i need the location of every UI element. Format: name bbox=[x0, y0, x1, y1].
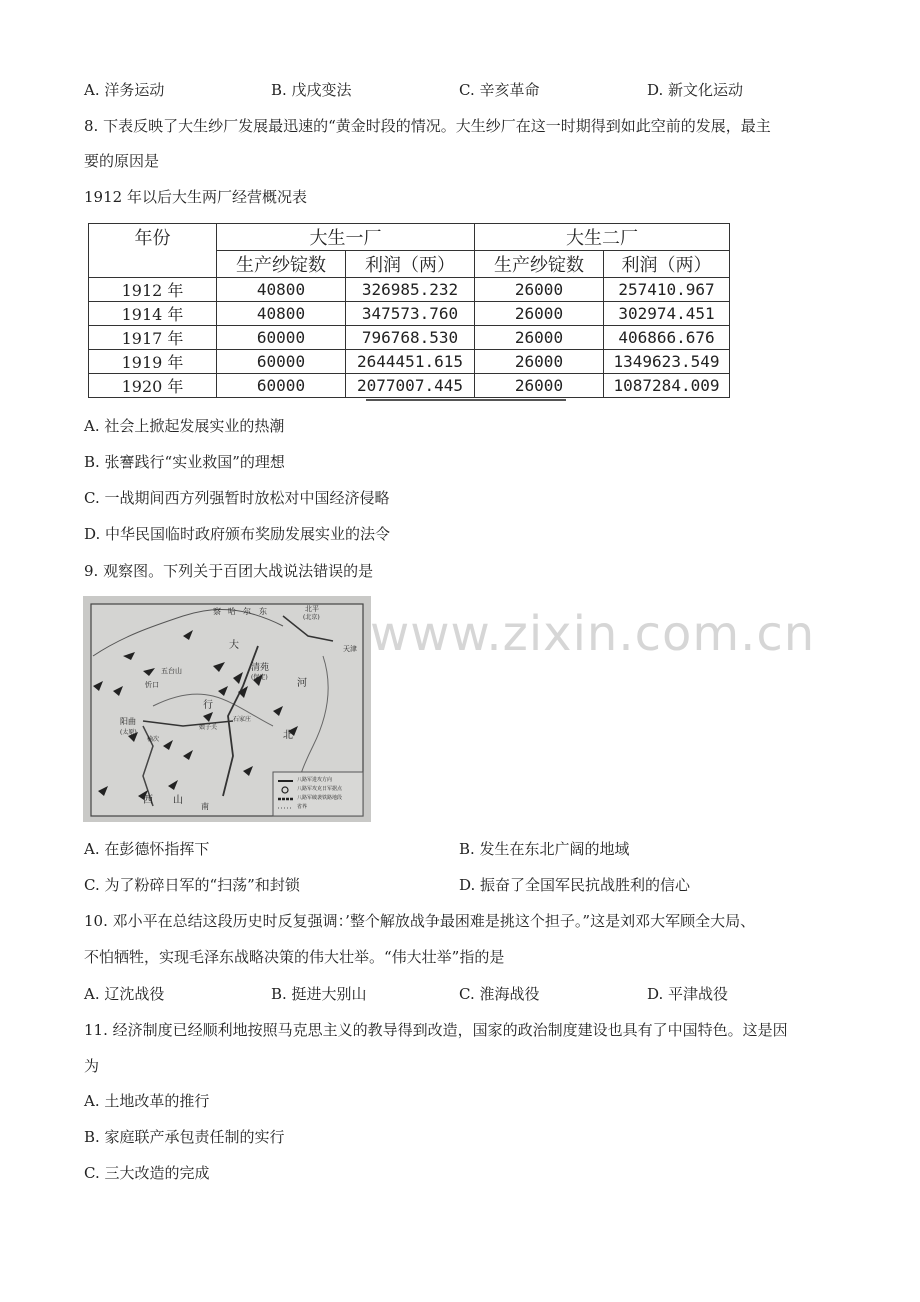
watermark: www.zixin.com.cn bbox=[370, 606, 816, 662]
map-label-yangqu: 阳曲 bbox=[120, 717, 136, 726]
q7-option-b[interactable]: B. 戊戌变法 bbox=[271, 81, 352, 99]
q9-option-a[interactable]: A. 在彭德怀指挥下 bbox=[84, 840, 210, 858]
cell-profit-2: 1349623.549 bbox=[604, 350, 730, 374]
map-label-ha: 哈 bbox=[228, 607, 236, 616]
cell-spindles-2: 26000 bbox=[475, 302, 604, 326]
cell-year: 1919 年 bbox=[89, 350, 217, 374]
map-label-tianjin: 天津 bbox=[343, 645, 357, 653]
map-label-xinkou: 忻口 bbox=[145, 681, 159, 689]
q8-stem-line2: 要的原因是 bbox=[84, 152, 160, 170]
map-label-er: 尔 bbox=[243, 607, 251, 616]
q9-option-d[interactable]: D. 振奋了全国军民抗战胜利的信心 bbox=[459, 876, 691, 894]
cell-spindles-2: 26000 bbox=[475, 374, 604, 398]
map-label-da: 大 bbox=[229, 640, 239, 651]
cell-profit-1: 347573.760 bbox=[346, 302, 475, 326]
factory-table bbox=[88, 223, 730, 398]
legend-label-stronghold: 八路军攻克日军据点 bbox=[297, 786, 343, 792]
q7-option-a[interactable]: A. 洋务运动 bbox=[84, 81, 165, 99]
map-label-shijiazhuang: 石家庄 bbox=[233, 716, 252, 723]
cell-spindles-1: 60000 bbox=[217, 374, 346, 398]
map-label-niangziguan: 娘子关 bbox=[199, 724, 218, 731]
map-label-xi: 西 bbox=[143, 795, 153, 806]
cell-profit-2: 406866.676 bbox=[604, 326, 730, 350]
map-label-cha: 察 bbox=[213, 607, 221, 616]
q7-option-c[interactable]: C. 辛亥革命 bbox=[459, 81, 540, 99]
table-header-year: 年份 bbox=[89, 224, 217, 278]
cell-year: 1914 年 bbox=[89, 302, 217, 326]
table-underline-artifact bbox=[366, 399, 566, 401]
table-header-profit-1: 利润（两） bbox=[346, 251, 475, 278]
map-label-shan: 山 bbox=[173, 795, 183, 806]
cell-spindles-1: 60000 bbox=[217, 326, 346, 350]
q9-option-c[interactable]: C. 为了粉碎日军的“扫荡”和封锁 bbox=[84, 876, 300, 894]
q11-stem-line1: 11. 经济制度已经顺利地按照马克思主义的教导得到改造，国家的政治制度建设也具有了中国特色。这是因 bbox=[84, 1021, 788, 1039]
q10-stem-line2: 不怕牺牲，实现毛泽东战略决策的伟大壮举。“伟大壮举”指的是 bbox=[84, 948, 505, 966]
q9-stem: 9. 观察图。下列关于百团大战说法错误的是 bbox=[84, 562, 374, 580]
cell-profit-1: 2644451.615 bbox=[346, 350, 475, 374]
cell-year: 1917 年 bbox=[89, 326, 217, 350]
q8-stem-line1: 8. 下表反映了大生纱厂发展最迅速的“黄金时段的情况。大生纱厂在这一时期得到如此空前的发展，最主 bbox=[84, 117, 771, 135]
table-row bbox=[89, 350, 730, 374]
legend-label-railway: 八路军破袭铁路地段 bbox=[297, 795, 343, 801]
map-label-baoding: (保定) bbox=[251, 674, 268, 681]
q8-option-a[interactable]: A. 社会上掀起发展实业的热潮 bbox=[84, 417, 285, 435]
cell-spindles-2: 26000 bbox=[475, 278, 604, 302]
cell-profit-1: 796768.530 bbox=[346, 326, 475, 350]
table-row bbox=[89, 374, 730, 398]
map-label-wutaishan: 五台山 bbox=[161, 667, 182, 675]
map-label-beijing: (北京) bbox=[303, 614, 320, 621]
table-header-spindles-1: 生产纱锭数 bbox=[217, 251, 346, 278]
q8-option-c[interactable]: C. 一战期间西方列强暂时放松对中国经济侵略 bbox=[84, 489, 390, 507]
table-row bbox=[89, 278, 730, 302]
table-header-factory1: 大生一厂 bbox=[217, 224, 475, 251]
map-label-yuci: 榆次 bbox=[147, 736, 160, 743]
q8-option-d[interactable]: D. 中华民国临时政府颁布奖励发展实业的法令 bbox=[84, 525, 391, 543]
cell-profit-2: 257410.967 bbox=[604, 278, 730, 302]
q10-stem-line1: 10. 邓小平在总结这段历史时反复强调：’整个解放战争最困难是挑这个担子。”这是刘邓大军顾全大局、 bbox=[84, 912, 756, 930]
q11-option-c[interactable]: C. 三大改造的完成 bbox=[84, 1164, 210, 1182]
cell-spindles-1: 60000 bbox=[217, 350, 346, 374]
q7-option-d[interactable]: D. 新文化运动 bbox=[647, 81, 744, 99]
map-label-dong: 东 bbox=[259, 607, 267, 616]
cell-profit-1: 2077007.445 bbox=[346, 374, 475, 398]
q10-option-c[interactable]: C. 淮海战役 bbox=[459, 985, 540, 1003]
cell-profit-2: 302974.451 bbox=[604, 302, 730, 326]
cell-spindles-2: 26000 bbox=[475, 326, 604, 350]
table-header-spindles-2: 生产纱锭数 bbox=[475, 251, 604, 278]
cell-profit-1: 326985.232 bbox=[346, 278, 475, 302]
cell-spindles-1: 40800 bbox=[217, 278, 346, 302]
map-label-bei: 北 bbox=[283, 730, 293, 741]
cell-year: 1912 年 bbox=[89, 278, 217, 302]
table-row bbox=[89, 326, 730, 350]
table-header-profit-2: 利润（两） bbox=[604, 251, 730, 278]
cell-spindles-1: 40800 bbox=[217, 302, 346, 326]
legend-label-attack: 八路军进攻方向 bbox=[297, 777, 333, 783]
map-label-qingyuan: 清苑 bbox=[251, 663, 270, 673]
map-label-beiping: 北平 bbox=[305, 605, 319, 613]
q8-option-b[interactable]: B. 张謇践行“实业救国”的理想 bbox=[84, 453, 285, 471]
q11-option-b[interactable]: B. 家庭联产承包责任制的实行 bbox=[84, 1128, 285, 1146]
cell-year: 1920 年 bbox=[89, 374, 217, 398]
map-label-taiyuan: (太原) bbox=[120, 729, 137, 736]
table-header-factory2: 大生二厂 bbox=[475, 224, 730, 251]
q11-stem-line2: 为 bbox=[84, 1057, 100, 1075]
map-label-nan: 南 bbox=[201, 802, 209, 811]
legend-label-border: 省界 bbox=[297, 804, 308, 810]
map-label-he: 河 bbox=[297, 678, 307, 689]
q10-option-b[interactable]: B. 挺进大别山 bbox=[271, 985, 367, 1003]
q8-table-title: 1912 年以后大生两厂经营概况表 bbox=[84, 188, 307, 206]
q11-option-a[interactable]: A. 土地改革的推行 bbox=[84, 1092, 210, 1110]
table-row bbox=[89, 302, 730, 326]
hundred-regiments-map bbox=[83, 596, 371, 822]
cell-profit-2: 1087284.009 bbox=[604, 374, 730, 398]
cell-spindles-2: 26000 bbox=[475, 350, 604, 374]
q10-option-a[interactable]: A. 辽沈战役 bbox=[84, 985, 165, 1003]
q10-option-d[interactable]: D. 平津战役 bbox=[647, 985, 729, 1003]
map-label-xing: 行 bbox=[203, 700, 213, 711]
q9-option-b[interactable]: B. 发生在东北广阔的地域 bbox=[459, 840, 630, 858]
